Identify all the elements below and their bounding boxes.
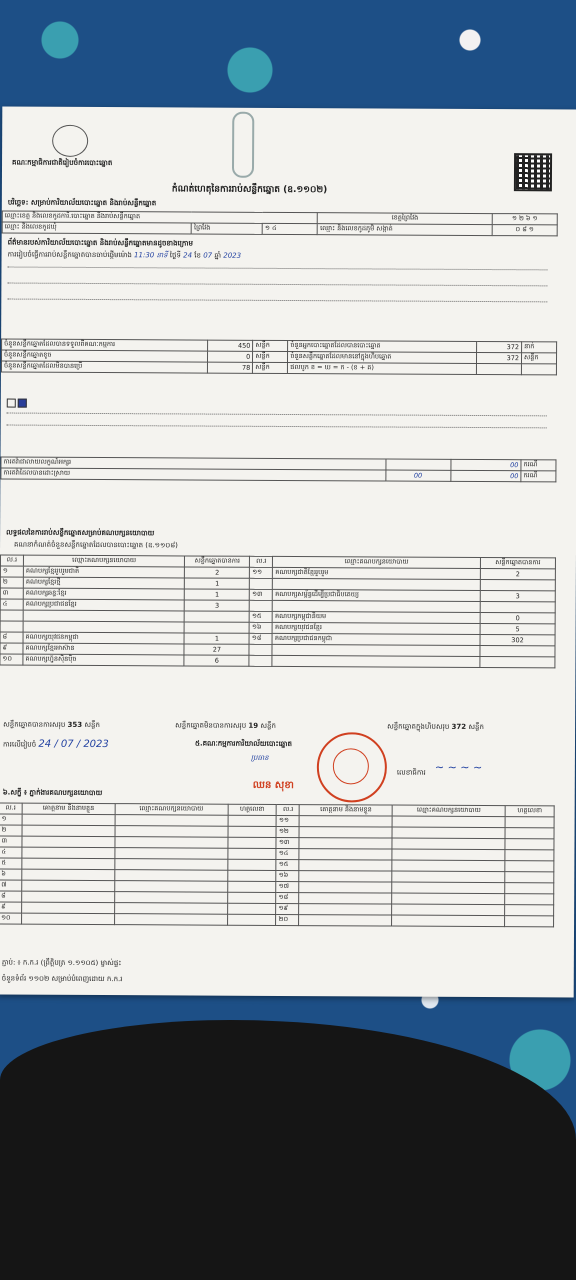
- complaint-unit: ករណី: [521, 460, 556, 471]
- totals-line: [3, 721, 100, 732]
- count-value: 0: [208, 351, 253, 362]
- agent-no: ១១: [277, 815, 300, 826]
- invalid-total-value: 19: [248, 721, 259, 730]
- footer-note-1: ភ្ជាប់: ៖ ក.ក.រ (ព្រឹត្តិបត្រ ១.១១០៥) ម្ចាស់ផ្ទះ: [1, 958, 122, 968]
- agent-sign: [227, 892, 276, 903]
- party-name: គណបក្សយុវជនកម្ពុជា: [23, 632, 184, 644]
- qr-code-icon: [514, 153, 552, 191]
- complaint-value: 00: [451, 459, 521, 470]
- agent-party: [114, 903, 227, 915]
- party-votes: 1: [185, 578, 250, 589]
- agents-col-sign-right: ហត្ថលេខា: [505, 806, 554, 817]
- agent-sign: [228, 848, 277, 859]
- agent-sign: [227, 870, 276, 881]
- agent-name: [22, 847, 115, 858]
- agent-sign: [505, 817, 554, 828]
- identity-table: [2, 210, 558, 236]
- district-code: ១ ៤: [262, 223, 317, 234]
- box-total-unit: សន្លឹក: [468, 722, 484, 732]
- agents-col-name: គោត្តនាម និងនាមខ្លួន: [22, 803, 115, 814]
- month-value: 07: [203, 251, 213, 260]
- sign-date-label: ការលើរៀបចំ: [2, 740, 37, 749]
- agents-col-no: ល.រ: [0, 803, 22, 814]
- party-no: ១៣: [250, 589, 273, 600]
- party-name: គណបក្សប្រជាជនខ្មែរ: [23, 599, 184, 611]
- party-votes: 6: [184, 655, 249, 666]
- party-votes: 3: [480, 591, 555, 602]
- agent-name: [22, 891, 115, 902]
- party-name: គណបក្សប្រជាជនកម្ពុជា: [272, 633, 480, 645]
- agent-no: ៨: [0, 891, 22, 902]
- count-unit: សន្លឹក: [253, 362, 288, 373]
- agent-sign: [505, 872, 554, 883]
- agent-no: ១២: [276, 826, 299, 837]
- valid-total-unit: សន្លឹក: [84, 720, 100, 730]
- party-votes: 27: [184, 644, 249, 655]
- party-votes: 5: [480, 624, 555, 635]
- agent-name: [299, 893, 392, 904]
- agent-sign: [505, 883, 554, 894]
- party-votes: [480, 646, 555, 657]
- header-party-right: ឈ្មោះគណបក្សនយោបាយ: [273, 556, 481, 568]
- secretary-label: លេខាធិការ: [396, 768, 426, 777]
- agent-sign: [505, 850, 554, 861]
- party-votes: [184, 611, 249, 622]
- sign-date-value: 24 / 07 / 2023: [38, 738, 109, 751]
- agent-no: ១៩: [276, 903, 299, 914]
- agent-name: [22, 814, 115, 825]
- party-name: គណបក្សកម្ពុជានិយម: [272, 611, 480, 623]
- agents-table: [0, 802, 555, 927]
- election-form-document: [0, 106, 576, 997]
- agent-party: [392, 849, 505, 861]
- agent-party: [114, 914, 227, 926]
- sign-date: [3, 739, 109, 752]
- header-no-left: ល.រ: [0, 555, 23, 566]
- agent-sign: [505, 828, 554, 839]
- province-code: ១ ២ ៦ ១: [492, 214, 557, 225]
- checkbox-yes[interactable]: [18, 399, 27, 408]
- agent-party: [392, 827, 505, 839]
- agent-party: [392, 915, 505, 927]
- party-votes: 302: [480, 635, 555, 646]
- agent-sign: [505, 839, 554, 850]
- party-no: [250, 578, 273, 589]
- header-votes-right: សន្លឹកឆ្នោតបានការ: [480, 558, 555, 569]
- agent-party: [115, 837, 228, 849]
- agent-name: [22, 825, 115, 836]
- party-no: ៣: [0, 588, 23, 599]
- secretary-signature: ~ ~ ~ ~: [434, 760, 483, 775]
- start-time-label: ការរៀបចំធ្វើការរាប់សន្លឹកឆ្នោតបានចាប់ផ្ដើមម៉ោង: [7, 250, 132, 260]
- party-votes: 2: [480, 569, 555, 580]
- agent-party: [114, 870, 227, 882]
- party-no: [249, 655, 272, 666]
- box-total: [387, 723, 484, 734]
- party-votes: [480, 657, 555, 668]
- count-unit: សន្លឹក: [253, 340, 288, 351]
- party-no: ១១: [250, 567, 273, 578]
- count-right-value: 372: [476, 352, 521, 363]
- agent-party: [114, 892, 227, 904]
- district-value: ព្រៃវែង: [192, 223, 263, 234]
- committee-label: ៥.គណៈកម្មការការិយាល័យបោះឆ្នោត: [194, 739, 292, 749]
- count-right-unit: [521, 364, 556, 375]
- party-name: គណបក្សសម្ព័ន្ធដើម្បីប្រជាធិបតេយ្យ: [273, 589, 481, 601]
- resolved-unit: ករណី: [521, 471, 556, 482]
- agent-no: ១៣: [276, 837, 299, 848]
- count-label: ចំនួនសន្លឹកឆ្នោតដែលបានទទួលពីគណៈកម្មការ: [2, 339, 208, 351]
- resolved-value: 00: [386, 470, 451, 481]
- agents-col-no-right: ល.រ: [277, 804, 300, 815]
- agent-sign: [228, 859, 277, 870]
- start-time-value: 11:30 នាទី: [134, 251, 168, 260]
- agent-sign: [228, 826, 277, 837]
- agent-sign: [505, 861, 554, 872]
- party-name: គណបក្សខ្មែរអាស៊ាន: [23, 643, 184, 655]
- party-no: ៩: [0, 643, 23, 654]
- party-no: ១៥: [249, 611, 272, 622]
- agent-name: [22, 913, 115, 924]
- agent-no: ១៧: [276, 881, 299, 892]
- chair-name: ឈន សុខា: [252, 779, 294, 792]
- party-votes: [480, 602, 555, 613]
- count-value: 78: [208, 362, 253, 373]
- agent-party: [115, 815, 228, 827]
- count-label: ចំនួនសន្លឹកឆ្នោតដែលមិនបានប្រើ: [1, 361, 207, 373]
- paper-clip: [232, 112, 254, 178]
- count-right-unit: នាក់: [522, 342, 557, 353]
- agent-name: [22, 836, 115, 847]
- agent-sign: [228, 837, 277, 848]
- agent-name: [22, 880, 115, 891]
- agent-no: ៦: [0, 869, 22, 880]
- party-name: គណបក្សខ្មែររួបរួមជាតិ: [23, 566, 184, 578]
- commune-label: ឈ្មោះ និងលេខកូដឃុំ: [2, 222, 191, 234]
- agent-sign: [505, 916, 554, 927]
- village-label: ឈ្មោះ និងលេខកូដភូមិ សង្កាត់: [318, 224, 493, 236]
- box-total-value: 372: [451, 722, 467, 731]
- agent-name: [299, 827, 392, 838]
- official-seal-stamp: [317, 732, 387, 802]
- agency-name: គណៈកម្មាធិការជាតិរៀបចំការបោះឆ្នោត: [12, 158, 113, 168]
- party-name: [272, 655, 480, 667]
- agents-col-sign: ហត្ថលេខា: [228, 804, 277, 815]
- agent-name: [22, 869, 115, 880]
- year-value: 2023: [223, 251, 242, 260]
- dotted-line-5: [7, 425, 547, 429]
- agent-sign: [505, 894, 554, 905]
- agent-sign: [505, 905, 554, 916]
- agent-no: ៥: [0, 858, 22, 869]
- party-no: [249, 644, 272, 655]
- party-name: [23, 610, 184, 622]
- agent-name: [299, 838, 392, 849]
- party-row: [0, 654, 555, 668]
- agent-no: ៣: [0, 836, 22, 847]
- agent-party: [392, 838, 505, 850]
- party-votes: 1: [185, 589, 250, 600]
- valid-total-label: សន្លឹកឆ្នោតបានការសរុប: [3, 720, 66, 729]
- party-votes: 0: [480, 613, 555, 624]
- dotted-line-2: [7, 283, 547, 287]
- day-label: ថ្ងៃទី: [169, 251, 181, 260]
- party-no: ១៨: [249, 633, 272, 644]
- day-value: 24: [183, 251, 193, 260]
- agent-no: ១: [0, 814, 22, 825]
- party-votes: 2: [185, 567, 250, 578]
- section-2-heading: ព័ត៌មានរបស់ការិយាល័យបោះឆ្នោត និងរាប់សន្លឹកឆ្នោតមានដូចខាងក្រោម: [7, 238, 193, 248]
- count-right-value: [476, 363, 521, 374]
- agent-party: [114, 881, 227, 893]
- header-votes-left: សន្លឹកឆ្នោតបានការ: [185, 556, 250, 567]
- agent-sign: [227, 881, 276, 892]
- count-right-label: ចំនួនសន្លឹកឆ្នោតដែលមាននៅក្នុងហិបឆ្នោត: [288, 351, 477, 363]
- agent-name: [299, 849, 392, 860]
- agent-name: [299, 860, 392, 871]
- count-right-value: 372: [477, 341, 522, 352]
- identity-name-label: ឈ្មោះខេត្ត និងលេខកូដការិ.បោះឆ្នោត និងរាប់សន្លឹកឆ្នោត: [2, 211, 317, 224]
- nec-emblem-icon: [52, 125, 88, 157]
- party-no: [0, 610, 23, 621]
- footer-note-2: ចំនួនទំព័រ ១១០២ សម្រាប់បំពេញដោយ ក.ក.រ: [1, 974, 123, 984]
- party-no: ៨: [0, 632, 23, 643]
- province-label: ខេត្តព្រៃវែង: [318, 213, 493, 225]
- agent-sign: [227, 914, 276, 925]
- party-no: ១០: [0, 654, 23, 665]
- agent-no: ៤: [0, 847, 22, 858]
- agent-no: ២០: [276, 914, 299, 925]
- agent-name: [299, 915, 392, 926]
- check-line: [7, 399, 27, 408]
- section-1-heading: បរិច្ឆេទ: សម្រាប់ការិយាល័យបោះឆ្នោត និងរាប់សន្លឹកឆ្នោត: [7, 198, 157, 208]
- dotted-line-4: [7, 413, 547, 417]
- month-label: ខែ: [194, 251, 202, 260]
- agent-party: [115, 848, 228, 860]
- party-no: ៤: [0, 599, 23, 610]
- agent-sign: [228, 815, 277, 826]
- agent-no: ១៥: [276, 859, 299, 870]
- section-4-heading: លទ្ធផលនៃការរាប់សន្លឹកឆ្នោតសម្រាប់គណបក្សនយោបាយ: [6, 528, 155, 538]
- party-no: [0, 621, 23, 632]
- year-label: ឆ្នាំ: [214, 251, 222, 260]
- agent-no: ១៤: [276, 848, 299, 859]
- agent-party: [392, 904, 505, 916]
- party-name: គណបក្សជាតិខ្មែររួបរួម: [273, 567, 481, 579]
- agents-heading: ៦.សក្ខី ៖ ភ្នាក់ងារគណបក្សនយោបាយ: [2, 788, 103, 798]
- party-no: [250, 600, 273, 611]
- party-name: គណបក្សហ្វ៊ុនស៊ិនប៉ិច: [23, 654, 184, 666]
- count-row: [1, 361, 556, 375]
- count-right-label: ចំនួនអ្នកបោះឆ្នោតដែលបានបោះឆ្នោត: [288, 340, 477, 352]
- invalid-total-label: សន្លឹកឆ្នោតមិនបានការសរុប: [175, 721, 247, 730]
- village-code: ០ ៨ ១: [492, 225, 557, 236]
- agent-sign: [227, 903, 276, 914]
- count-right-label: ផលបូក ខ = ឃ = ក - (ខ + គ): [288, 362, 477, 374]
- agent-no: ៩: [0, 902, 22, 913]
- agent-party: [115, 826, 228, 838]
- party-results-table: [0, 554, 556, 668]
- count-right-unit: សន្លឹក: [521, 353, 556, 364]
- resolved-value-2: 00: [451, 470, 521, 481]
- party-name: គណបក្សយុវជនខ្មែរ: [272, 622, 480, 634]
- agents-col-name-right: គោត្តនាម និងនាមខ្លួន: [300, 805, 393, 816]
- agent-party: [392, 882, 505, 894]
- agents-col-party-right: ឈ្មោះគណបក្សនយោបាយ: [392, 805, 505, 817]
- agent-name: [299, 882, 392, 893]
- agent-no: ១០: [0, 913, 22, 924]
- agent-no: ៧: [0, 880, 22, 891]
- agent-party: [392, 816, 505, 828]
- count-value: 450: [208, 340, 253, 351]
- agent-row: [0, 913, 554, 927]
- agent-party: [115, 859, 228, 871]
- party-no: ១: [0, 566, 23, 577]
- checkbox-no[interactable]: [7, 399, 16, 408]
- section-4-subheading: គណនាកំណត់ចំនួនសន្លឹកឆ្នោតដែលបានបោះឆ្នោត (ឧ.១១០៨): [14, 540, 178, 550]
- valid-total-value: 353: [67, 720, 83, 729]
- agent-party: [392, 871, 505, 883]
- chair-title: ប្រធាន: [250, 753, 269, 762]
- agent-party: [392, 860, 505, 872]
- form-title: កំណត់ហេតុនៃការរាប់សន្លឹកឆ្នោត (ឧ.១១០២): [171, 184, 328, 196]
- party-votes: [480, 580, 555, 591]
- agent-name: [299, 904, 392, 915]
- agent-name: [299, 871, 392, 882]
- dotted-line-3: [7, 299, 547, 303]
- box-total-label: សន្លឹកឆ្នោតក្នុងហិបសរុប: [387, 722, 450, 731]
- party-votes: 3: [185, 600, 250, 611]
- party-no: ១៦: [249, 622, 272, 633]
- observer-table: [0, 456, 556, 482]
- header-party-left: ឈ្មោះគណបក្សនយោបាយ: [23, 555, 184, 567]
- agent-no: ១៨: [276, 892, 299, 903]
- party-votes: 1: [184, 633, 249, 644]
- count-table: [1, 338, 557, 375]
- dotted-line-1: [7, 267, 547, 271]
- agent-no: ១៦: [276, 870, 299, 881]
- invalid-total-unit: សន្លឹក: [260, 721, 276, 730]
- header-no-right: ល.រ: [250, 556, 273, 567]
- count-unit: សន្លឹក: [253, 351, 288, 362]
- resolved-label: ការតវ៉ាដែលបានដោះស្រាយ: [1, 468, 386, 481]
- party-name: គណបក្សឆន្ទៈខ្មែរ: [23, 588, 184, 600]
- party-name: [23, 621, 184, 633]
- count-label: ចំនួនសន្លឹកឆ្នោតខូច: [1, 350, 207, 362]
- agent-name: [22, 858, 115, 869]
- agent-name: [22, 902, 115, 913]
- start-line: [8, 251, 242, 262]
- agent-name: [300, 816, 393, 827]
- agent-no: ២: [0, 825, 22, 836]
- party-votes: [184, 622, 249, 633]
- party-name: គណបក្សខ្មែរថ្មី: [23, 577, 184, 589]
- party-no: ២: [0, 577, 23, 588]
- complaint-label: ការតវ៉ាជាលាយលក្ខណ៍អក្សរ: [1, 457, 386, 470]
- invalid-total: [175, 721, 276, 732]
- agent-party: [392, 893, 505, 905]
- agents-col-party: ឈ្មោះគណបក្សនយោបាយ: [115, 804, 228, 816]
